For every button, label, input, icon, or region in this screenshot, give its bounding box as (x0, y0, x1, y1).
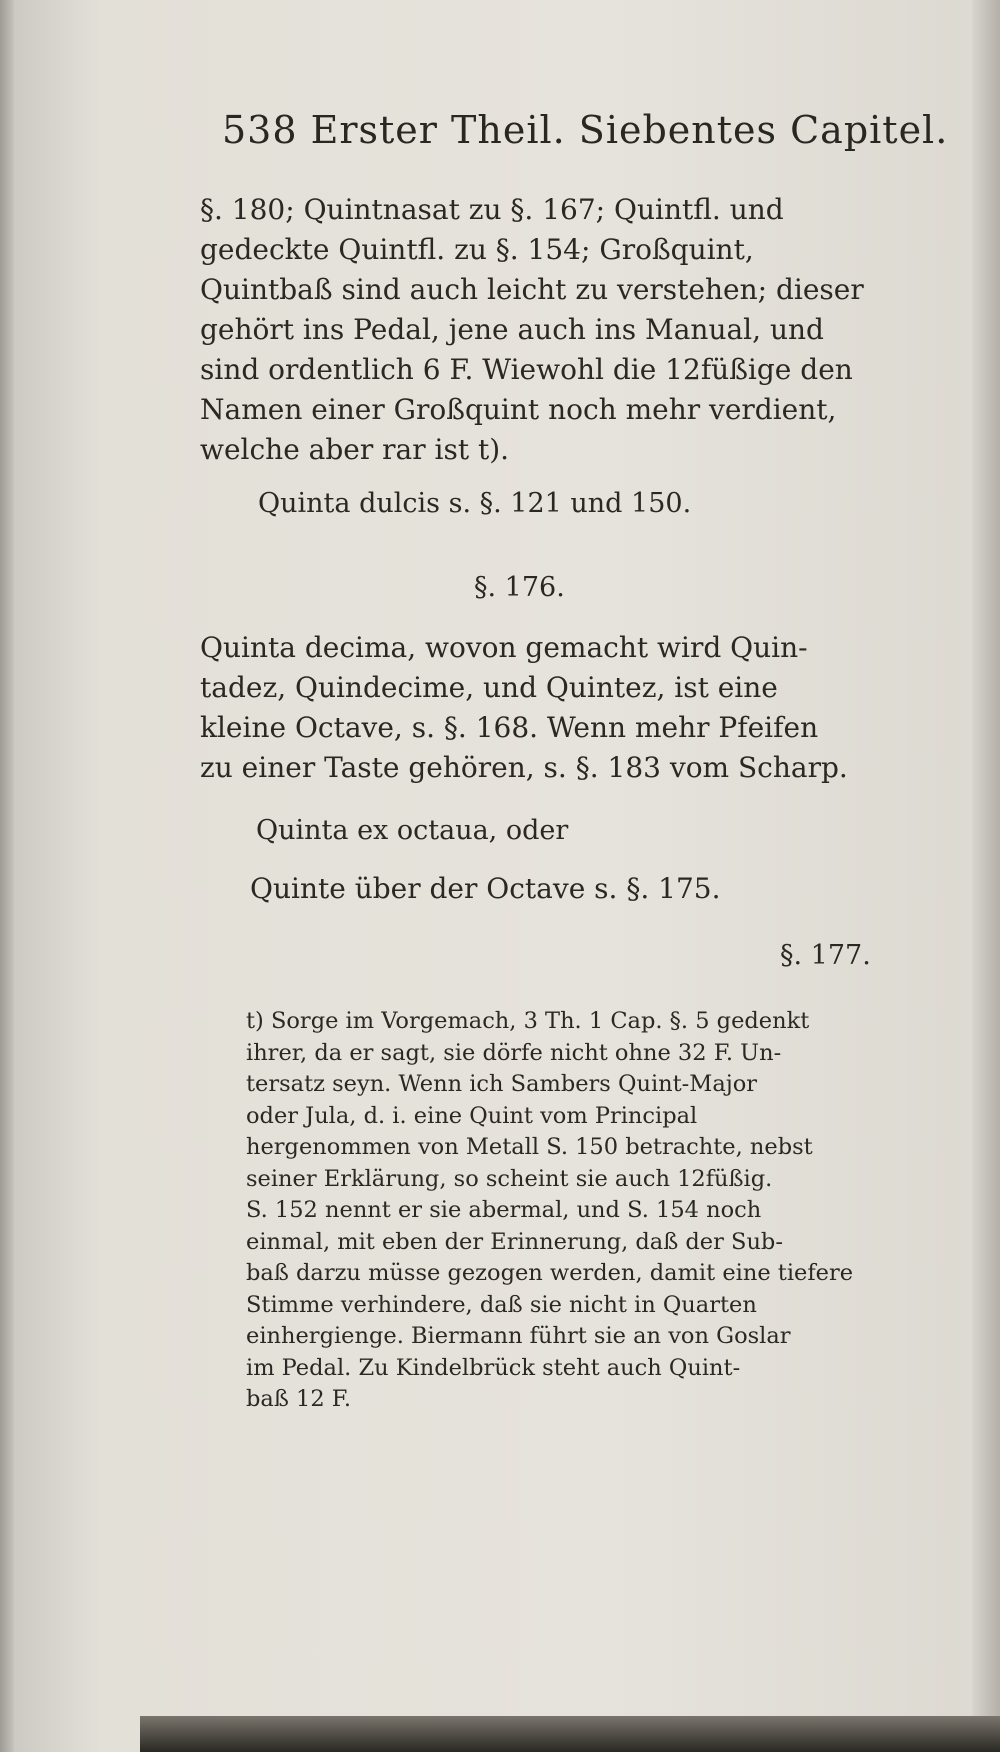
page-bottom-shadow (140, 1716, 1000, 1752)
quinta-dulcis-entry: Quinta dulcis s. §. 121 und 150. (258, 488, 692, 519)
paragraph-quint-stops: §. 180; Quintnasat zu §. 167; Quintfl. und gedeckte Quintfl. zu §. 154; Großquint, Quintbaß sind auch leicht zu verstehen; dieser gehört ins Pedal, jene auch ins Manual, und sind ordentlich 6 F. Wiewohl die 12füßige den Namen einer Großquint noch mehr verdient, welche aber rar ist t). (200, 193, 864, 466)
running-header: 538 Erster Theil. Siebentes Capitel. (222, 108, 949, 152)
footnote-t: t) Sorge im Vorgemach, 3 Th. 1 Cap. §. 5 gedenkt ihrer, da er sagt, sie dörfe nicht ohne 32 F. Un- tersatz seyn. Wenn ich Sambers Quint-Major oder Jula, d. i. eine Quint vom Principal hergenommen von Metall S. 150 betrachte, nebst seiner Erklärung, so scheint sie auch 12füßig. S. 152 nennt er sie abermal, und S. 154 noch einmal, mit eben der Erinnerung, daß der Sub- baß darzu müsse gezogen werden, damit eine tiefere Stimme verhindere, daß sie nicht in Quarten einhergienge. Biermann führt sie an von Goslar im Pedal. Zu Kindelbrück steht auch Quint- baß 12 F. (246, 1008, 854, 1412)
section-176-heading: §. 176. (474, 572, 565, 603)
quinte-ueber-octave-entry: Quinte über der Octave s. §. 175. (250, 872, 721, 905)
paragraph-quinta-decima: Quinta decima, wovon gemacht wird Quin- tadez, Quindecime, und Quintez, ist eine kleine Octave, s. §. 168. Wenn mehr Pfeifen zu einer Taste gehören, s. §. 183 vom Scharp. (200, 631, 848, 784)
page-right-edge (972, 0, 1000, 1752)
page-left-edge (0, 0, 14, 1752)
quinta-ex-octava-entry: Quinta ex octaua, oder (256, 815, 569, 846)
section-177-heading: §. 177. (780, 940, 871, 971)
